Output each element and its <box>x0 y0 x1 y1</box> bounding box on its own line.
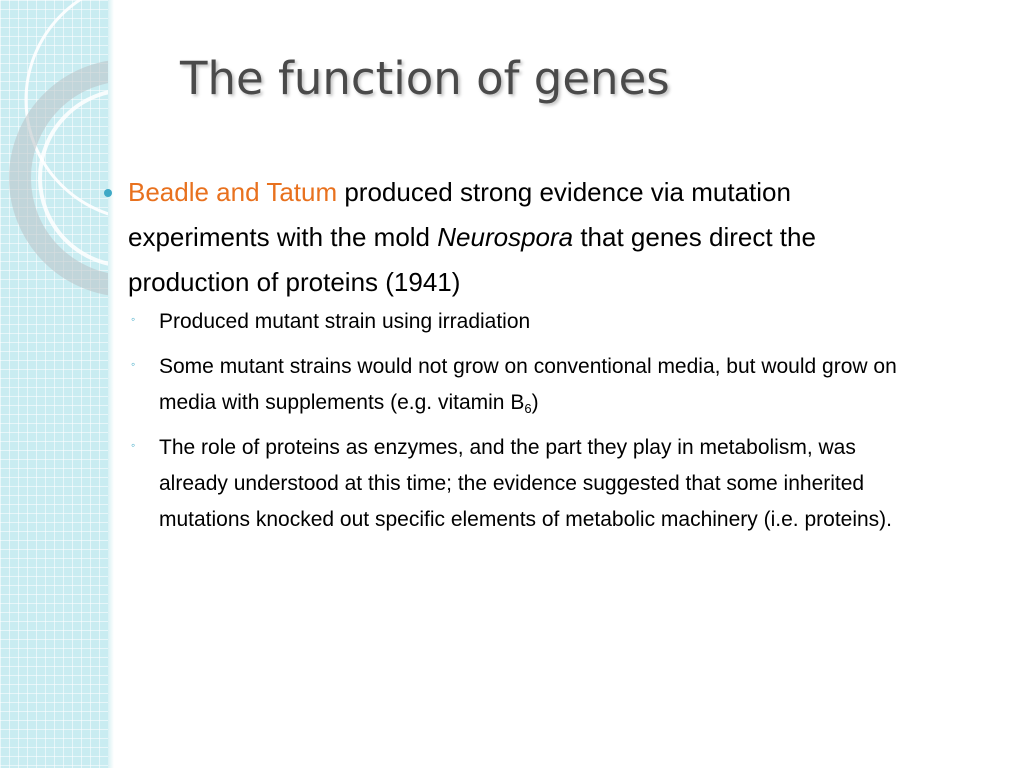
hollow-circle-bullet-icon: ◦ <box>131 357 136 371</box>
hollow-circle-bullet-icon: ◦ <box>131 438 136 452</box>
sub-bullet-text: Produced mutant strain using irradiation <box>159 310 531 333</box>
sub-bullet-item <box>128 349 928 421</box>
side-strip-edge <box>108 0 114 768</box>
highlight-researchers: Beadle and Tatum <box>128 177 338 207</box>
sub-bullet-item <box>128 304 928 340</box>
sub-bullet-list <box>128 304 928 547</box>
sub-bullet-text: The role of proteins as enzymes, and the part they play in metabolism, was already understood at this time; the evidence suggested that some inherited mutations knocked out specific elements of metabolic machinery (i.e. proteins). <box>159 436 893 531</box>
decorative-side-strip <box>0 0 112 768</box>
main-bullet-dot-icon <box>104 189 112 197</box>
slide-title: The function of genes <box>180 52 670 105</box>
sub-bullet-text-end: ) <box>531 391 539 414</box>
subscript-six: 6 <box>524 401 532 416</box>
sub-bullet-text: Some mutant strains would not grow on conventional media, but would grow on media with supplements (e.g. vitamin B <box>159 355 897 414</box>
hollow-circle-bullet-icon: ◦ <box>131 312 136 326</box>
organism-name: Neurospora <box>437 222 574 252</box>
main-bullet-text <box>128 170 928 305</box>
main-bullet-text-part-2: that genes direct the production of proteins (1941) <box>128 222 816 297</box>
main-bullet-text-part-1: produced strong evidence via mutation experiments with the mold <box>128 177 791 252</box>
decorative-arcs-graphic <box>0 0 112 768</box>
sub-bullet-item <box>128 430 928 538</box>
